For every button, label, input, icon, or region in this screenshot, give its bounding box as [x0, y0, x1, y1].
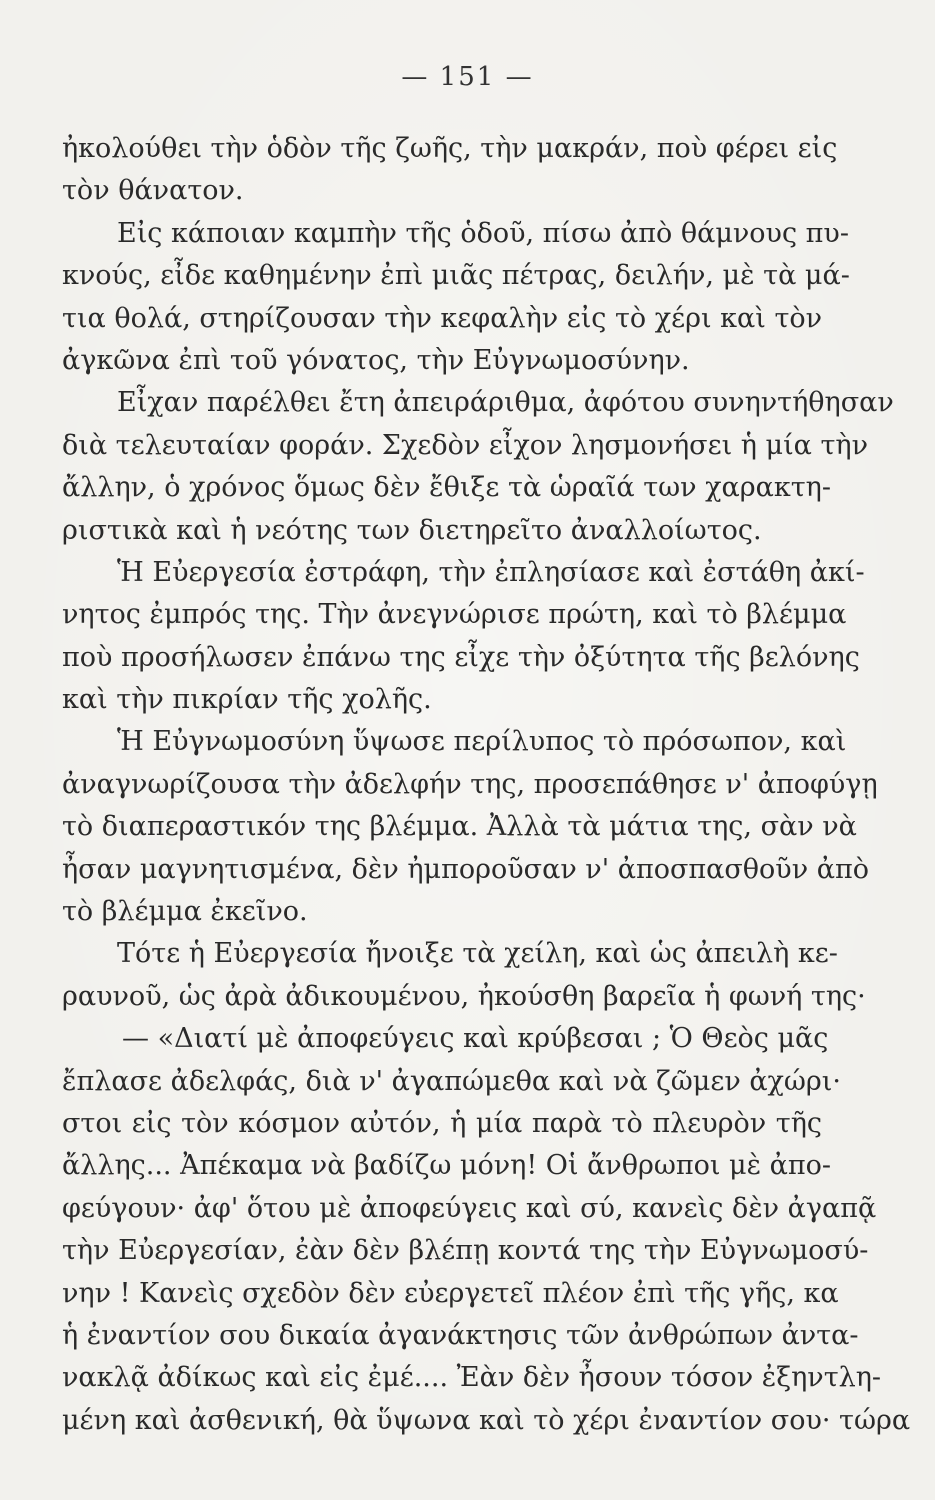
text-line: ἠκολούθει τὴν ὁδὸν τῆς ζωῆς, τὴν μακράν, ποὺ φέρει εἰς [62, 133, 838, 164]
text-line: ἔπλασε ἀδελφάς, διὰ ν' ἀγαπώμεθα καὶ νὰ ζῶμεν ἀχώρι· [62, 1065, 841, 1097]
text-line: διὰ τελευταίαν φοράν. Σχεδὸν εἶχον λησμονήσει ἡ μία τὴν [62, 429, 868, 461]
text-line: τὴν Εὐεργεσίαν, ἐὰν δὲν βλέπῃ κοντά της τὴν Εὐγνωμοσύ- [62, 1235, 869, 1267]
body-text [62, 128, 911, 1442]
text-line: μένη καὶ ἀσθενική, θὰ ὕψωνα καὶ τὸ χέρι ἐναντίον σου· τώρα [62, 1404, 911, 1436]
text-line: Ἡ Εὐεργεσία ἐστράφη, τὴν ἐπλησίασε καὶ ἐστάθη ἀκί- [117, 556, 865, 588]
text-line: ποὺ προσήλωσεν ἐπάνω της εἶχε τὴν ὀξύτητα τῆς βελόνης [62, 641, 860, 673]
text-line: Τότε ἡ Εὐεργεσία ἤνοιξε τὰ χείλη, καὶ ὡς ἀπειλὴ κε- [117, 938, 838, 970]
text-line: νητος ἐμπρός της. Τὴν ἀνεγνώρισε πρώτη, καὶ τὸ βλέμμα [62, 599, 847, 631]
text-line: νην ! Κανεὶς σχεδὸν δὲν εὐεργετεῖ πλέον ἐπὶ τῆς γῆς, κα [62, 1277, 839, 1309]
text-line: Εἶχαν παρέλθει ἔτη ἀπειράριθμα, ἀφότου συνηντήθησαν [117, 387, 894, 419]
text-line: Εἰς κάποιαν καμπὴν τῆς ὁδοῦ, πίσω ἀπὸ θάμνους πυ- [117, 217, 849, 249]
text-line: κνούς, εἶδε καθημένην ἐπὶ μιᾶς πέτρας, δειλήν, μὲ τὰ μά- [62, 260, 850, 292]
text-line: τὸ διαπεραστικόν της βλέμμα. Ἀλλὰ τὰ μάτια της, σὰν νὰ [62, 811, 857, 843]
text-line: φεύγουν· ἀφ' ὅτου μὲ ἀποφεύγεις καὶ σύ, κανεὶς δὲν ἀγαπᾷ [62, 1192, 877, 1224]
text-line: ριστικὰ καὶ ἡ νεότης των διετηρεῖτο ἀναλλοίωτος. [62, 514, 762, 546]
text-line: — «Διατί μὲ ἀποφεύγεις καὶ κρύβεσαι ; Ὁ Θεὸς μᾶς [122, 1023, 829, 1055]
text-line: τια θολά, στηρίζουσαν τὴν κεφαλὴν εἰς τὸ χέρι καὶ τὸν [62, 302, 823, 334]
text-line: ραυνοῦ, ὡς ἀρὰ ἀδικουμένου, ἠκούσθη βαρεῖα ἡ φωνή της· [62, 980, 866, 1012]
text-line: ἦσαν μαγνητισμένα, δὲν ἠμποροῦσαν ν' ἀποσπασθοῦν ἀπὸ [62, 853, 869, 885]
page-number: — 151 — [401, 62, 534, 92]
text-line: ἄλλης... Ἀπέκαμα νὰ βαδίζω μόνη! Οἱ ἄνθρωποι μὲ ἀπο- [62, 1150, 831, 1182]
text-line: νακλᾷ ἀδίκως καὶ εἰς ἐμέ.... Ἐὰν δὲν ἦσουν τόσον ἐξηντλη- [62, 1362, 882, 1394]
text-line: Ἡ Εὐγνωμοσύνη ὕψωσε περίλυπος τὸ πρόσωπον, καὶ [117, 726, 847, 758]
text-line: ἀναγνωρίζουσα τὴν ἀδελφήν της, προσεπάθησε ν' ἀποφύγῃ [62, 768, 878, 800]
text-line: ἀγκῶνα ἐπὶ τοῦ γόνατος, τὴν Εὐγνωμοσύνην. [62, 344, 690, 376]
text-line: τὸν θάνατον. [62, 175, 244, 207]
text-line: ἡ ἐναντίον σου δικαία ἀγανάκτησις τῶν ἀνθρώπων ἀντα- [62, 1319, 859, 1351]
text-line: στοι εἰς τὸν κόσμον αὐτόν, ἡ μία παρὰ τὸ πλευρὸν τῆς [62, 1107, 822, 1139]
text-line: τὸ βλέμμα ἐκεῖνο. [62, 896, 308, 928]
text-line: καὶ τὴν πικρίαν τῆς χολῆς. [62, 684, 432, 716]
text-line: ἄλλην, ὁ χρόνος ὅμως δὲν ἔθιξε τὰ ὡραῖά των χαρακτη- [62, 472, 831, 504]
